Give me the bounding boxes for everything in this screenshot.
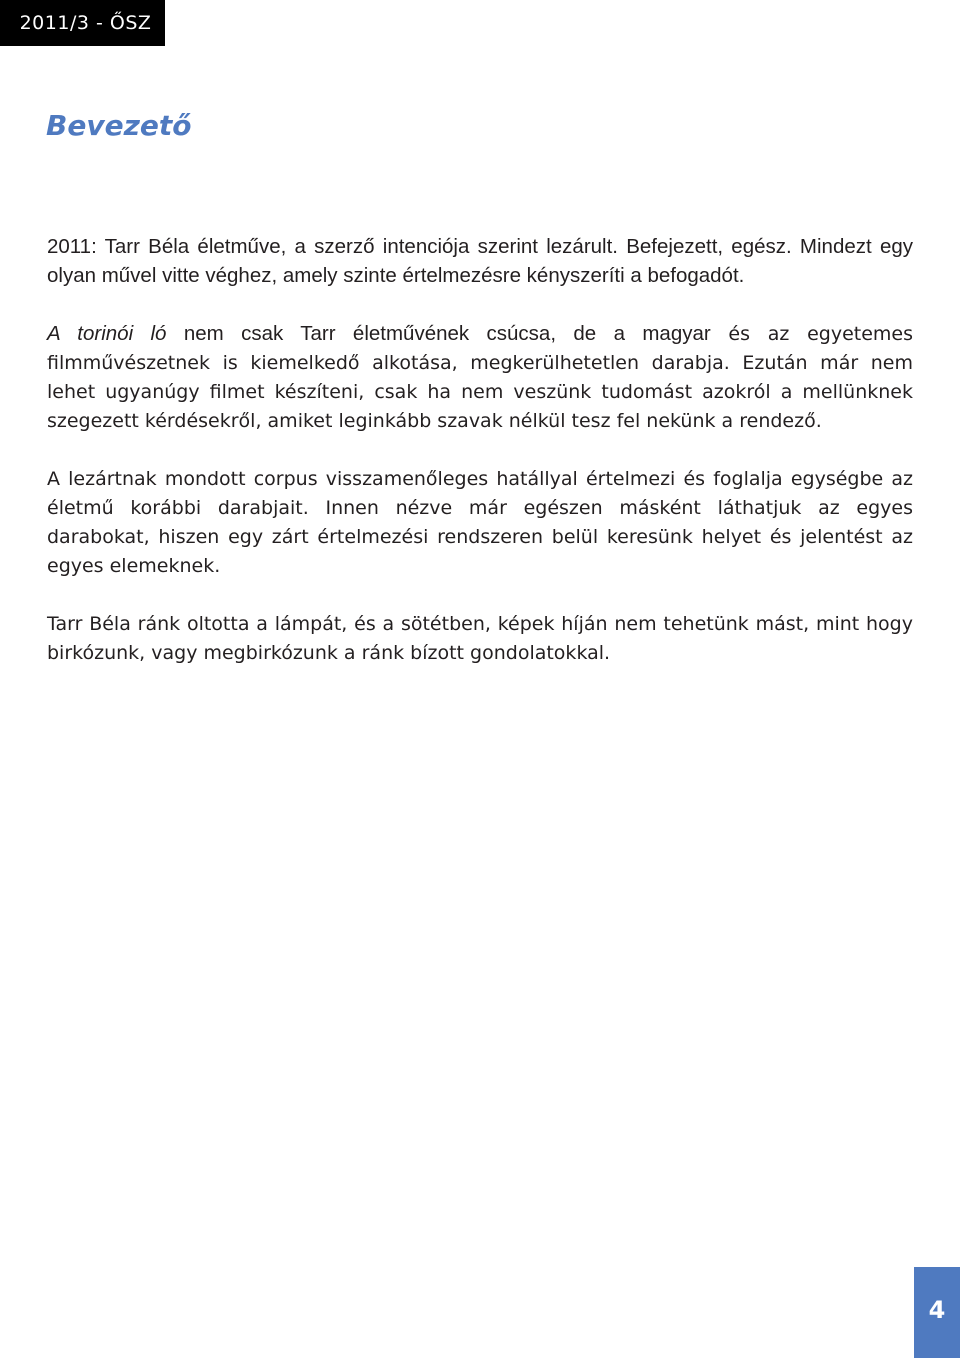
issue-label: 2011/3 - ŐSZ bbox=[0, 0, 165, 46]
paragraph-torino-mid: nem csak Tarr életművének csúcsa, de a magyar bbox=[166, 322, 711, 345]
article-title: Bevezető bbox=[46, 109, 192, 142]
paragraph-torino bbox=[47, 319, 913, 436]
paragraph-intro: 2011: Tarr Béla életműve, a szerző intenciója szerint lezárult. Befejezett, egész. Mindezt egy olyan művel vitte véghez, amely szinte értelmezésre kényszeríti a befogadót. bbox=[47, 235, 913, 287]
article-body bbox=[47, 232, 913, 697]
page-number: 4 bbox=[914, 1267, 960, 1358]
paragraph-closing: Tarr Béla ránk oltotta a lámpát, és a sötétben, képek híján nem tehetünk mást, mint hogy birkózunk, vagy megbirkózunk a ránk bízott gondolatokkal. bbox=[47, 613, 913, 664]
paragraph-corpus: A lezártnak mondott corpus visszamenőleges hatállyal értelmezi és foglalja egységbe az életmű korábbi darabjait. Innen nézve már egészen másként láthatjuk az egyes darabokat, hiszen egy zárt értelmezési rendszeren belül keresünk helyet és jelentést az egyes elemeknek. bbox=[47, 468, 913, 577]
paragraph-torino-rest: és az egyetemes filmművészetnek is kiemelkedő alkotása, megkerülhetetlen darabja. Ezután már nem lehet ugyanúgy filmet készíteni, csak ha nem veszünk tudomást azokról a mellünknek szegezett kérdésekről, amiket leginkább szavak nélkül tesz fel nekünk a rendező. bbox=[47, 323, 913, 432]
film-title: A torinói ló bbox=[47, 322, 167, 345]
